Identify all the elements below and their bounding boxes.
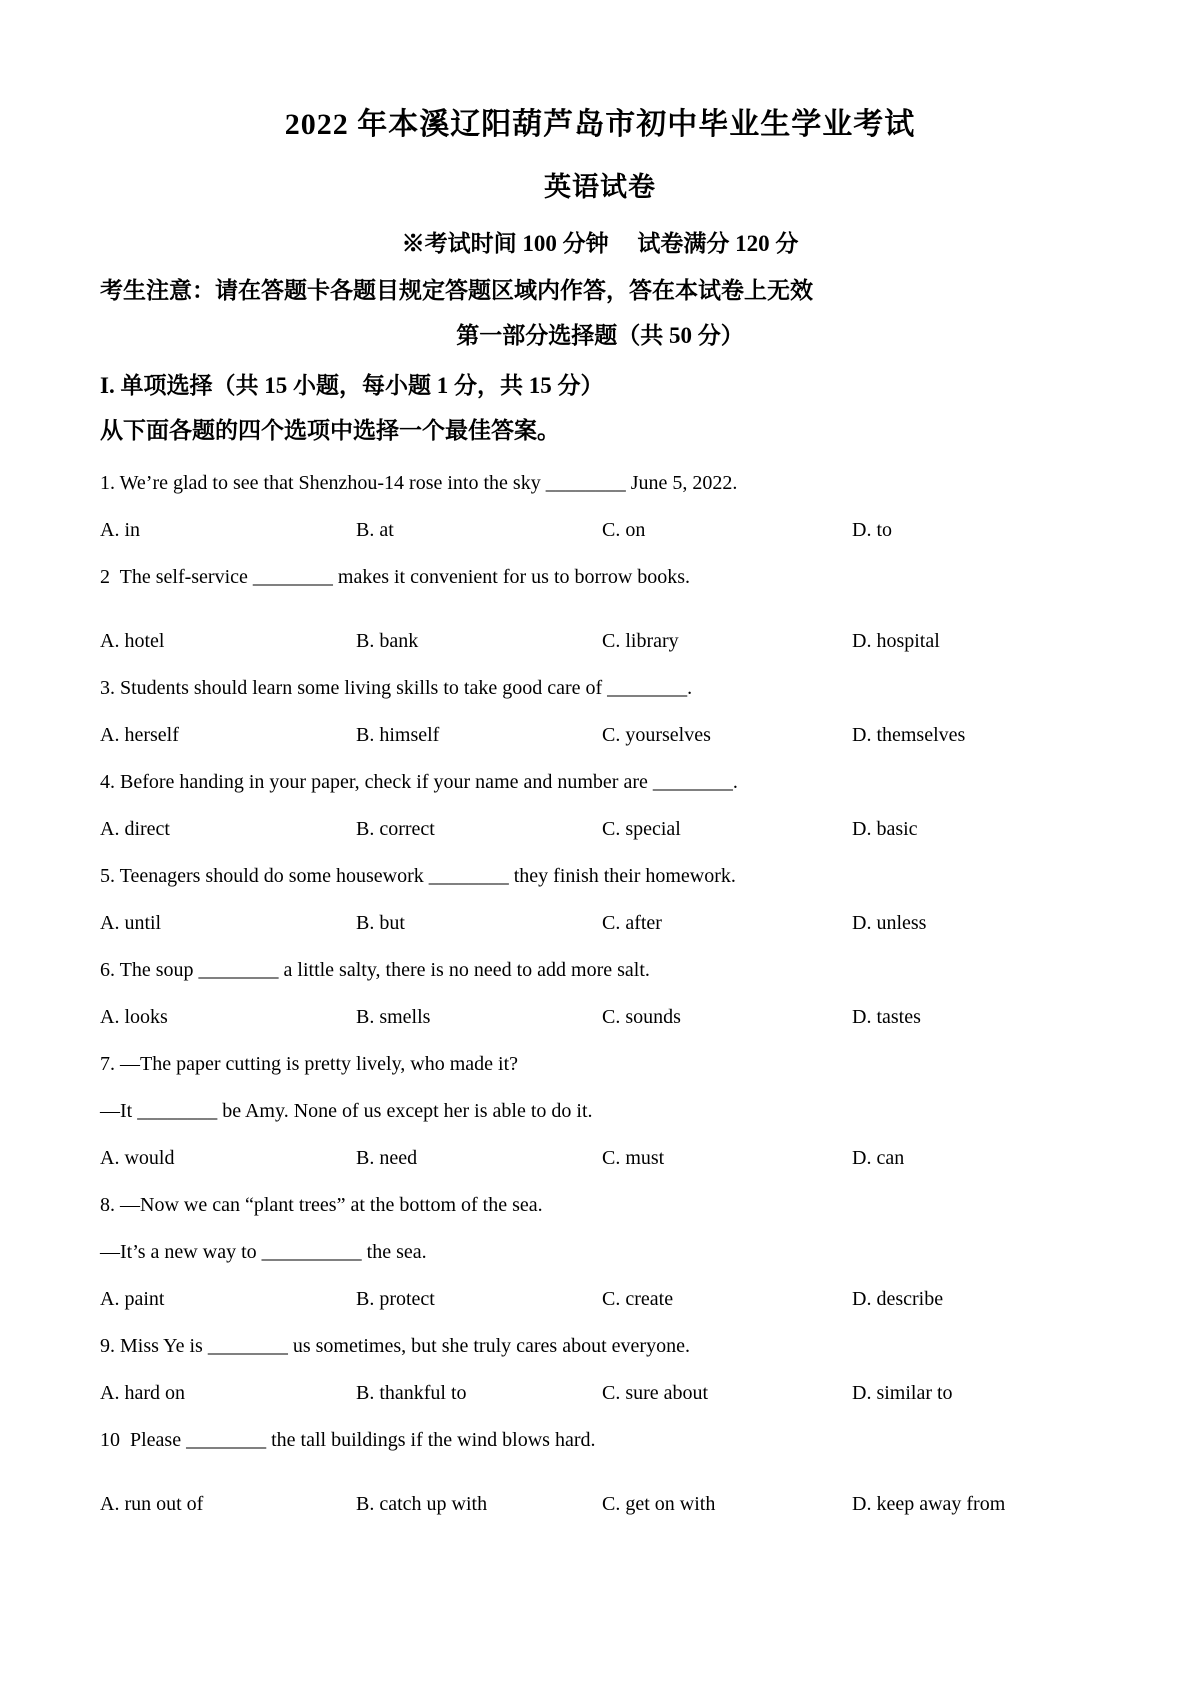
question-stem-line: 1. We’re glad to see that Shenzhou-14 rose into the sky ________ June 5, 2022. xyxy=(100,472,738,494)
question-options-row xyxy=(100,517,1100,544)
question-9 xyxy=(100,1333,1100,1407)
question-10 xyxy=(100,1427,1100,1518)
option-b: B. at xyxy=(356,519,394,541)
question-stem-line: 5. Teenagers should do some housework ________ they finish their homework. xyxy=(100,865,736,887)
question-2 xyxy=(100,564,1100,655)
option-d: D. describe xyxy=(852,1288,944,1310)
section-one-heading: I. 单项选择（共 15 小题，每小题 1 分，共 15 分） xyxy=(100,373,604,398)
question-5 xyxy=(100,863,1100,937)
exam-title: 2022 年本溪辽阳葫芦岛市初中毕业生学业考试 xyxy=(284,108,916,141)
option-c: C. after xyxy=(602,912,662,934)
question-3 xyxy=(100,675,1100,749)
candidate-notice: 考生注意：请在答题卡各题目规定答题区域内作答，答在本试卷上无效 xyxy=(100,278,813,303)
question-list xyxy=(100,470,1100,1518)
option-d: D. hospital xyxy=(852,630,940,652)
paper-title: 英语试卷 xyxy=(544,172,656,202)
option-c: C. sure about xyxy=(602,1382,709,1404)
question-stem-line: 9. Miss Ye is ________ us sometimes, but she truly cares about everyone. xyxy=(100,1335,690,1357)
option-d: D. can xyxy=(852,1147,905,1169)
option-b: B. correct xyxy=(356,818,435,840)
option-d: D. to xyxy=(852,519,892,541)
option-b: B. bank xyxy=(356,630,419,652)
question-options-row xyxy=(100,1004,1100,1031)
option-c: C. yourselves xyxy=(602,724,711,746)
option-b: B. himself xyxy=(356,724,440,746)
option-b: B. catch up with xyxy=(356,1493,488,1515)
option-c: C. create xyxy=(602,1288,674,1310)
option-a: A. looks xyxy=(100,1006,168,1028)
question-options-row xyxy=(100,816,1100,843)
option-c: C. sounds xyxy=(602,1006,681,1028)
option-b: B. need xyxy=(356,1147,418,1169)
exam-time-score-line: ※考试时间 100 分钟 试卷满分 120 分 xyxy=(401,231,799,256)
question-stem-line: 3. Students should learn some living skills to take good care of ________. xyxy=(100,677,693,699)
question-options-row xyxy=(100,1145,1100,1172)
question-stem-line: 7. —The paper cutting is pretty lively, who made it? xyxy=(100,1053,519,1075)
option-b: B. smells xyxy=(356,1006,431,1028)
question-options-row xyxy=(100,628,1100,655)
question-stem-line: 4. Before handing in your paper, check if your name and number are ________. xyxy=(100,771,738,793)
question-options-row xyxy=(100,910,1100,937)
option-d: D. tastes xyxy=(852,1006,921,1028)
option-a: A. hotel xyxy=(100,630,165,652)
option-d: D. unless xyxy=(852,912,927,934)
question-6 xyxy=(100,957,1100,1031)
option-c: C. must xyxy=(602,1147,665,1169)
question-1 xyxy=(100,470,1100,544)
option-a: A. would xyxy=(100,1147,175,1169)
question-7 xyxy=(100,1051,1100,1172)
option-a: A. paint xyxy=(100,1288,165,1310)
question-options-row xyxy=(100,1380,1100,1407)
option-d: D. basic xyxy=(852,818,918,840)
question-options-row xyxy=(100,1491,1100,1518)
option-d: D. keep away from xyxy=(852,1493,1006,1515)
option-d: D. themselves xyxy=(852,724,966,746)
option-a: A. in xyxy=(100,519,140,541)
option-c: C. library xyxy=(602,630,679,652)
question-stem-line: —It’s a new way to __________ the sea. xyxy=(100,1241,427,1263)
option-a: A. direct xyxy=(100,818,170,840)
option-b: B. protect xyxy=(356,1288,435,1310)
question-stem-line: 10 Please ________ the tall buildings if the wind blows hard. xyxy=(100,1429,596,1451)
option-a: A. hard on xyxy=(100,1382,185,1404)
option-a: A. herself xyxy=(100,724,179,746)
section-one-instruction: 从下面各题的四个选项中选择一个最佳答案。 xyxy=(100,418,560,443)
question-stem-line: 2 The self-service ________ makes it convenient for us to borrow books. xyxy=(100,566,691,588)
part-one-title: 第一部分选择题（共 50 分） xyxy=(456,323,744,348)
question-stem-line: —It ________ be Amy. None of us except her is able to do it. xyxy=(100,1100,593,1122)
option-c: C. on xyxy=(602,519,646,541)
option-b: B. thankful to xyxy=(356,1382,467,1404)
option-c: C. special xyxy=(602,818,681,840)
question-4 xyxy=(100,769,1100,843)
option-b: B. but xyxy=(356,912,405,934)
question-stem-line: 8. —Now we can “plant trees” at the bottom of the sea. xyxy=(100,1194,543,1216)
question-options-row xyxy=(100,1286,1100,1313)
option-a: A. until xyxy=(100,912,162,934)
question-8 xyxy=(100,1192,1100,1313)
question-options-row xyxy=(100,722,1100,749)
question-stem-line: 6. The soup ________ a little salty, there is no need to add more salt. xyxy=(100,959,650,981)
option-d: D. similar to xyxy=(852,1382,953,1404)
option-c: C. get on with xyxy=(602,1493,716,1515)
option-a: A. run out of xyxy=(100,1493,204,1515)
